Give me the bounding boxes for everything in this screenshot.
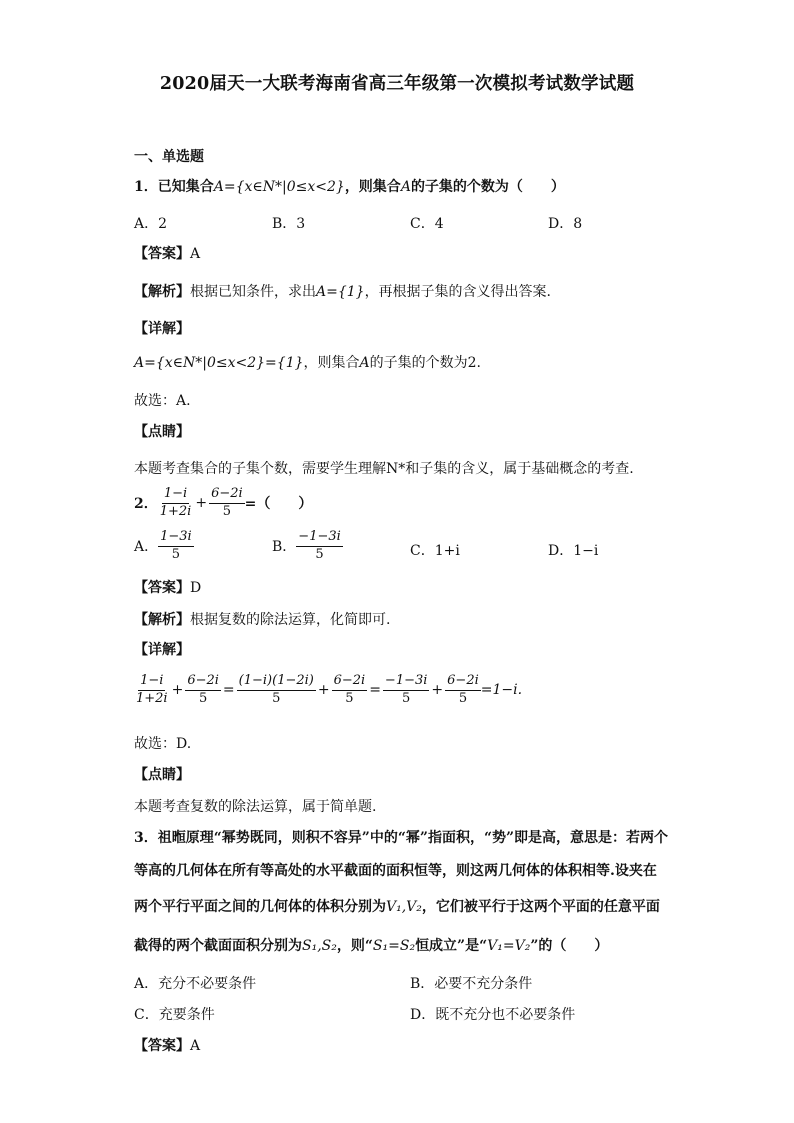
option-3d: D．既不充分也不必要条件 [410,1007,576,1023]
option-3c: C．充要条件 [134,1007,215,1023]
detail-2: $\frac{1-i}{1+2i}$ + $\frac{6-2i}{5}$ = $\frac{(1-i)(1-2i)}{5}$ + $\frac{6-2i}{5}$ = $\frac{-1-3i}{5}$ + $\frac{6-2i}{5}$ =1−i. [136,673,523,706]
analysis-2: 【 解析 】 根据复数的除法运算，化简即可. [134,609,390,629]
answer-1: 【 答案 】 A [134,243,200,263]
question-3-line-3: 两个平行平面之间的几何体的体积分别为V₁,V₂，它们被平行于这两个平面的任意平面 [134,899,660,915]
choose-1: 故选：A. [134,393,191,409]
question-3-line-4: 截得的两个截面面积分别为S₁,S₂，则“S₁=S₂恒成立”是“V₁=V₂”的（ ） [134,938,609,954]
question-2-stem: 2． $\frac{1-i}{1+2i}$ + $\frac{6-2i}{5}$ =（ ） [134,486,313,519]
comment-label-2: 【点睛】 [134,767,190,783]
question-3-line-2: 等高的几何体在所有等高处的水平截面的面积恒等，则这两几何体的体积相等.设夹在 [134,863,657,879]
option-b: B．3 [272,216,306,232]
option-3a: A．充分不必要条件 [134,976,257,992]
option-2a: A． $\frac{1-3i}{5}$ [134,529,192,562]
comment-1: 本题考查集合的子集个数，需要学生理解N*和子集的含义，属于基础概念的考查. [134,461,634,477]
comment-2: 本题考查复数的除法运算，属于简单题. [134,799,377,815]
question-3-line-1: 3．祖暅原理“幂势既同，则积不容异”中的“幂”指面积，“势”即是高，意思是：若两个 [134,830,669,846]
detail-label-2: 【详解】 [134,642,190,658]
detail-label-1: 【详解】 [134,321,190,337]
answer-3: 【 答案 】 A [134,1035,200,1055]
option-2d: D．1−i [548,543,599,559]
analysis-1: 【 解析 】 根据已知条件，求出A={1}，再根据子集的含义得出答案. [134,281,551,301]
option-3b: B．必要不充分条件 [410,976,533,992]
detail-1: A={x∈N*|0≤x<2}={1}，则集合A的子集的个数为2. [134,355,481,371]
set-expression: A={x∈N*|0≤x<2} [213,179,345,195]
page-title: 2020届天一大联考海南省高三年级第一次模拟考试数学试题 [159,74,635,94]
comment-label-1: 【点睛】 [134,424,190,440]
question-1-stem: 1．已知集合A={x∈N*|0≤x<2}，则集合A的子集的个数为（ ） [134,179,565,195]
choose-2: 故选：D. [134,736,192,752]
option-2c: C．1+i [410,543,460,559]
answer-2: 【 答案 】 D [134,577,201,597]
option-2b: B． $\frac{-1-3i}{5}$ [272,529,341,562]
option-c: C．4 [410,216,444,232]
option-d: D．8 [548,216,583,232]
option-a: A．2 [134,216,168,232]
section-heading: 一、单选题 [134,149,204,165]
